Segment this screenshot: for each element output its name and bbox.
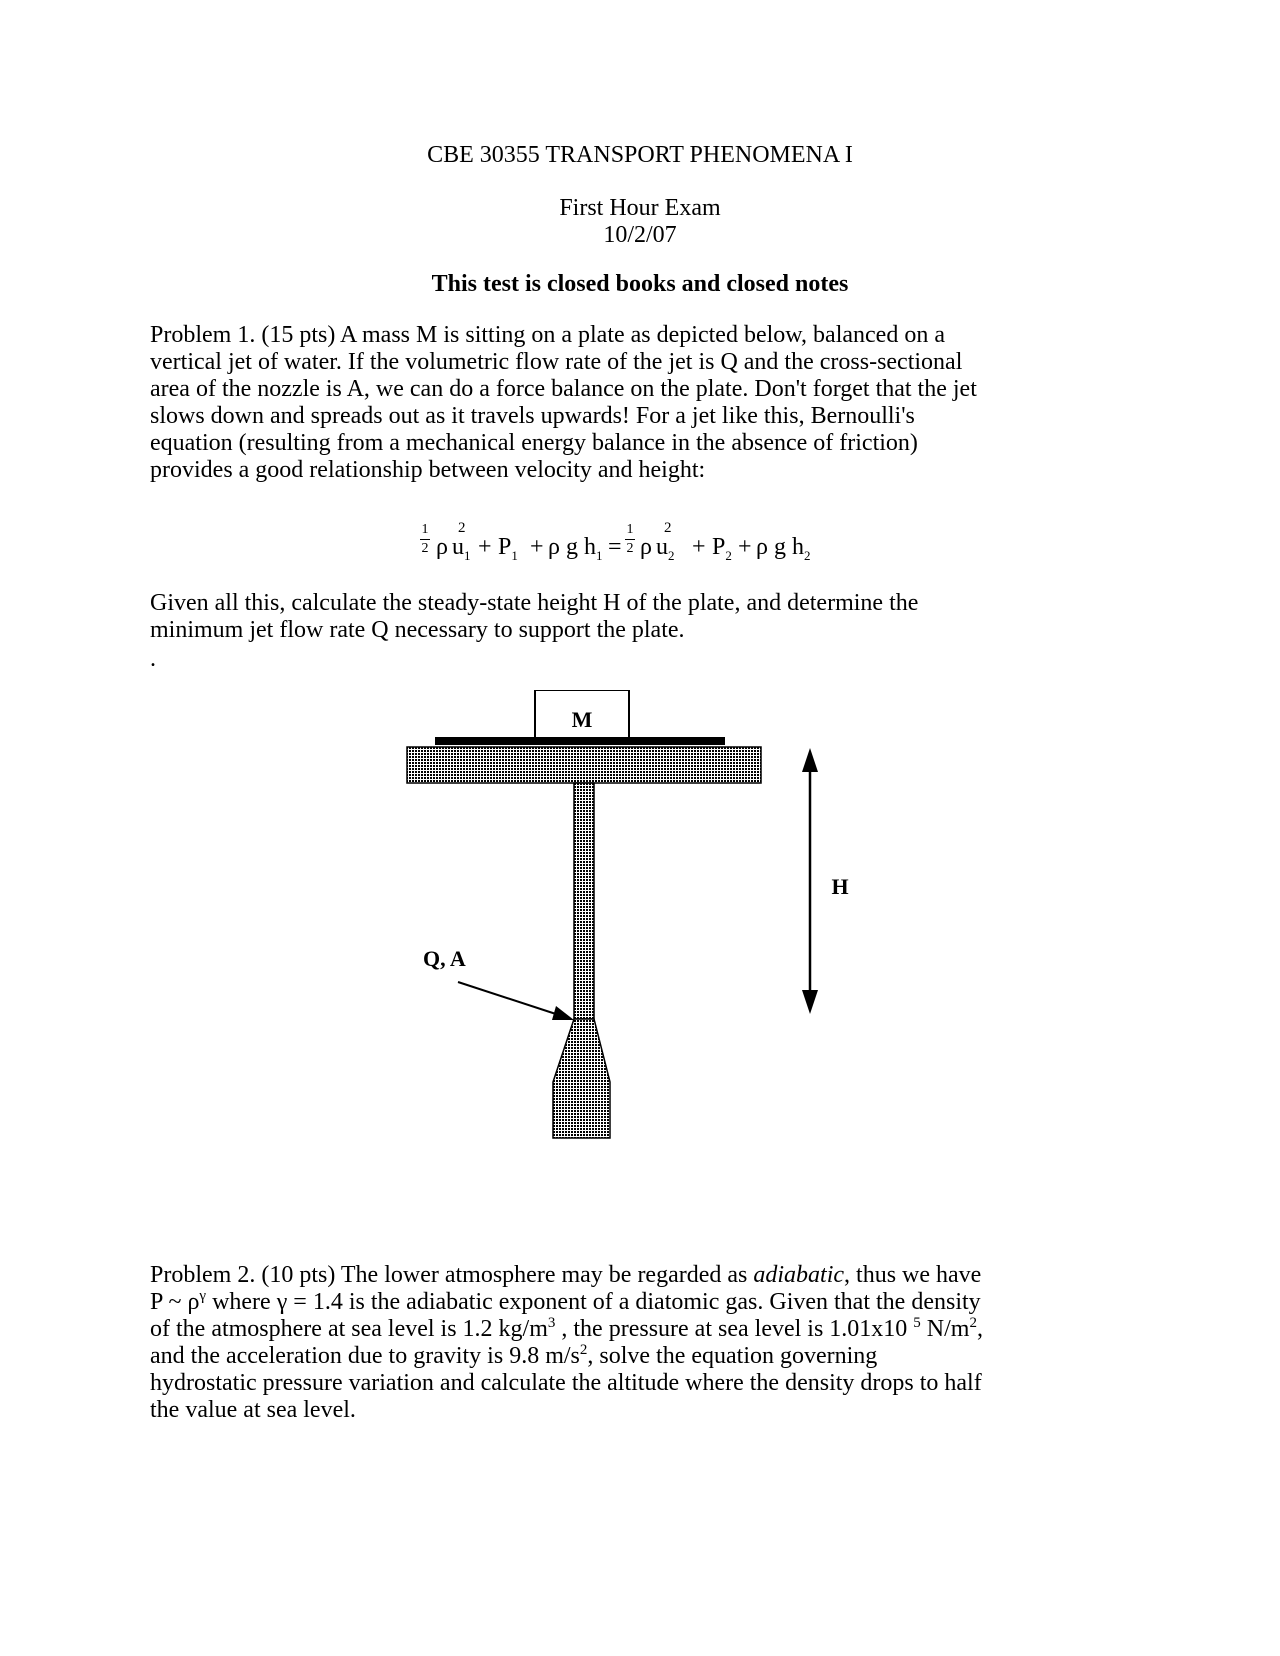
problem2-line-2: P ~ $\rho^\gamma$ where γ = 1.4 is the adiabatic exponent of a diatomic gas. Given that the density <box>150 1288 981 1315</box>
plus-sign: + <box>738 534 752 560</box>
water-jet <box>574 783 594 1019</box>
fraction-bar <box>625 539 635 540</box>
equals-sign: = <box>608 534 622 560</box>
arrow-up-icon <box>802 748 818 772</box>
fraction-bar <box>420 539 430 540</box>
height-label: H <box>831 874 849 899</box>
problem2-line-1: Problem 2. (10 pts) The lower atmosphere may be regarded as adiabatic, thus we have <box>150 1262 982 1288</box>
exam-title: First Hour Exam <box>559 195 721 221</box>
problem2-line-3: of the atmosphere at sea level is 1.2 $kg/m^3$ , the pressure at sea level is 1.01x10 $^5$ $N/m^2$, <box>150 1315 983 1342</box>
rho-symbol: ρ <box>756 534 768 560</box>
problem2-line-4: and the acceleration due to gravity is 9.8 $m/s^2$, solve the equation governing <box>150 1342 878 1369</box>
nozzle <box>553 1019 610 1138</box>
problem1-question <box>150 590 1140 644</box>
problem1-line: Problem 1. (15 pts) A mass M is sitting on a plate as depicted below, balanced on a <box>150 322 945 348</box>
arrow-head-icon <box>552 1006 574 1020</box>
problem2-line-6: the value at sea level. <box>150 1397 356 1423</box>
problem2-line-5: hydrostatic pressure variation and calculate the altitude where the density drops to half <box>150 1370 982 1396</box>
problem1-question-line: minimum jet flow rate Q necessary to support the plate. <box>150 617 685 643</box>
velocity-u1: $u_1$ <box>452 534 471 563</box>
stray-dot: . <box>150 646 156 672</box>
problem1-text <box>150 322 1140 484</box>
arrow-down-icon <box>802 990 818 1014</box>
problem1-line: equation (resulting from a mechanical energy balance in the absence of friction) <box>150 430 918 456</box>
pressure-p2: $P_2$ <box>712 534 732 563</box>
problem1-line: vertical jet of water. If the volumetric flow rate of the jet is Q and the cross-sectional <box>150 349 963 375</box>
pressure-p1: $P_1$ <box>498 534 518 563</box>
problem1-line: slows down and spreads out as it travels upwards! For a jet like this, Bernoulli's <box>150 403 915 429</box>
problem1-line: area of the nozzle is A, we can do a force balance on the plate. Don't forget that the jet <box>150 376 977 402</box>
gravity-g: g <box>566 534 578 560</box>
plus-sign: + <box>478 534 492 560</box>
rho-symbol: ρ <box>640 534 652 560</box>
half-numerator: 1 <box>626 522 634 537</box>
exponent-2: 2 <box>664 520 672 536</box>
problem2-text <box>150 1262 1140 1424</box>
height-h2: $h_2$ <box>792 534 811 563</box>
problem1-line: provides a good relationship between velocity and height: <box>150 457 706 483</box>
height-h1: $h_1$ <box>584 534 603 563</box>
rho-symbol: ρ <box>436 534 448 560</box>
mass-label: M <box>571 707 593 732</box>
course-title: CBE 30355 TRANSPORT PHENOMENA I <box>427 142 853 168</box>
half-numerator: 1 <box>421 522 429 537</box>
problem1-question-line: Given all this, calculate the steady-state height H of the plate, and determine the <box>150 590 919 616</box>
closed-book-notice: This test is closed books and closed notes <box>431 271 849 297</box>
plate <box>407 747 761 783</box>
half-denominator: 2 <box>626 541 634 556</box>
bernoulli-equation <box>418 520 898 570</box>
jet-plate-diagram <box>400 690 880 1160</box>
rho-symbol: ρ <box>548 534 560 560</box>
exam-date: 10/2/07 <box>603 222 677 248</box>
half-denominator: 2 <box>421 541 429 556</box>
nozzle-label: Q, A <box>423 946 466 971</box>
plate-top-bar <box>435 737 725 745</box>
gravity-g: g <box>774 534 786 560</box>
plus-sign: + <box>692 534 706 560</box>
nozzle-arrow-line <box>458 982 562 1016</box>
exponent-2: 2 <box>458 520 466 536</box>
plus-sign: + <box>530 534 544 560</box>
velocity-u2: $u_2$ <box>656 534 675 563</box>
adiabatic-emphasis: adiabatic <box>753 1262 845 1288</box>
